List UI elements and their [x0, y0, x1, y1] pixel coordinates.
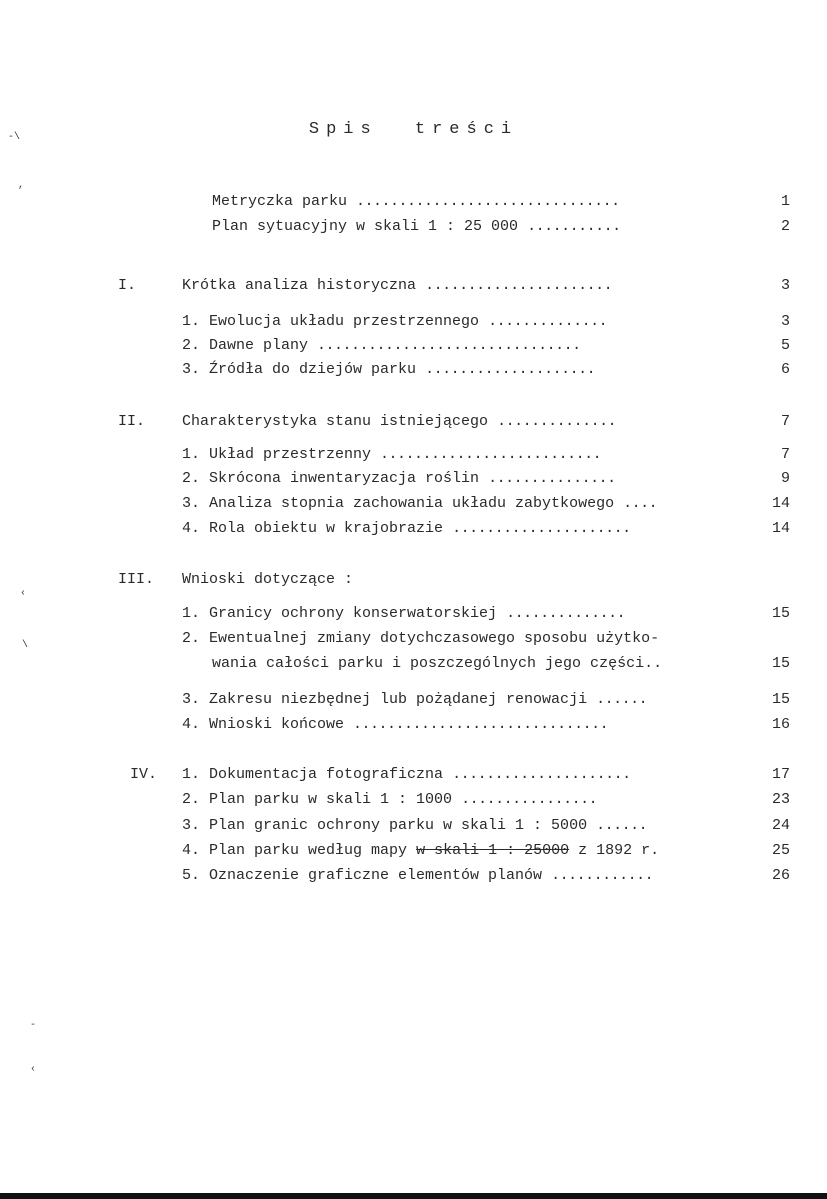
entry-text: 2. Skrócona inwentaryzacja roślin	[182, 470, 480, 487]
page-number: 7	[780, 446, 790, 463]
leader-dots: ...............................	[356, 193, 620, 210]
toc-entry	[212, 216, 621, 238]
entry-text: 4. Wnioski końcowe	[182, 716, 345, 733]
page-number: 1	[780, 193, 790, 210]
page-number: 7	[780, 413, 790, 430]
entry-text: 3. Plan granic ochrony parku w skali 1 : 5000	[182, 817, 588, 834]
leader-dots: ......	[596, 691, 648, 708]
section-heading	[182, 411, 616, 433]
page-number: 2	[780, 218, 790, 235]
page-number: 3	[780, 313, 790, 330]
toc-entry	[212, 191, 620, 213]
section-numeral: IV.	[130, 766, 158, 783]
toc-entry	[182, 628, 659, 650]
leader-dots: ..........................	[380, 446, 602, 463]
page-number: 9	[780, 470, 790, 487]
entry-text: 3. Analiza stopnia zachowania układu zabytkowego	[182, 495, 615, 512]
toc-entry	[182, 359, 595, 381]
page-number: 15	[771, 655, 790, 672]
toc-entry	[182, 335, 581, 357]
section-heading	[182, 275, 612, 297]
leader-dots: .....................	[452, 520, 631, 537]
page-number: 16	[771, 716, 790, 733]
margin-mark: ‹	[30, 1064, 37, 1075]
entry-text: z 1892 r.	[578, 842, 660, 859]
margin-mark: -	[30, 1020, 37, 1031]
page-number: 15	[771, 605, 790, 622]
leader-dots: ................	[461, 791, 598, 808]
toc-entry	[182, 789, 597, 811]
entry-text: 2. Ewentualnej zmiany dotychczasowego sposobu użytko-	[182, 630, 660, 647]
page-number: 26	[771, 867, 790, 884]
page-number: 23	[771, 791, 790, 808]
page-number: 17	[771, 766, 790, 783]
leader-dots: ...............	[488, 470, 616, 487]
leader-dots: ......	[596, 817, 648, 834]
toc-entry	[182, 840, 659, 862]
page-number: 3	[780, 277, 790, 294]
toc-entry	[182, 603, 625, 625]
leader-dots: ..............	[497, 413, 617, 430]
section-numeral: I.	[118, 277, 137, 294]
toc-entry	[182, 689, 647, 711]
toc-entry	[182, 865, 653, 887]
entry-text: 1. Układ przestrzenny	[182, 446, 372, 463]
toc-entry-continuation	[212, 653, 662, 675]
section-numeral: II.	[118, 413, 146, 430]
leader-dots: ..............	[488, 313, 608, 330]
entry-text: Plan sytuacyjny w skali 1 : 25 000	[212, 218, 519, 235]
margin-mark: \	[22, 640, 29, 651]
toc-entry	[182, 714, 608, 736]
leader-dots: ......................	[425, 277, 613, 294]
section-title: Krótka analiza historyczna	[182, 277, 417, 294]
leader-dots: ...........	[527, 218, 621, 235]
margin-mark: ‹	[20, 588, 27, 599]
leader-dots: ...............................	[317, 337, 581, 354]
margin-mark: ,	[18, 180, 25, 191]
scan-bottom-edge	[0, 1193, 827, 1199]
toc-entry	[182, 764, 631, 786]
section-heading	[182, 569, 353, 591]
toc-entry	[182, 815, 647, 837]
entry-text: 1. Granicy ochrony konserwatorskiej	[182, 605, 498, 622]
page-number: 15	[771, 691, 790, 708]
leader-dots: .....................	[452, 766, 631, 783]
entry-text: Metryczka parku	[212, 193, 348, 210]
leader-dots: ..............	[506, 605, 626, 622]
leader-dots: ............	[551, 867, 654, 884]
page-number: 25	[771, 842, 790, 859]
section-title: Charakterystyka stanu istniejącego	[182, 413, 489, 430]
toc-entry	[182, 444, 601, 466]
entry-text: 1. Ewolucja układu przestrzennego	[182, 313, 480, 330]
toc-entry	[182, 493, 657, 515]
struck-text: w skali 1 : 25000	[416, 842, 570, 859]
page-number: 5	[780, 337, 790, 354]
entry-text: 2. Dawne plany	[182, 337, 309, 354]
leader-dots: ....	[623, 495, 658, 512]
entry-text: 4. Plan parku według mapy	[182, 842, 408, 859]
page-number: 14	[771, 520, 790, 537]
entry-text: 5. Oznaczenie graficzne elementów planów	[182, 867, 543, 884]
leader-dots: ..............................	[353, 716, 609, 733]
section-title: Wnioski dotyczące :	[182, 571, 354, 588]
leader-dots: ....................	[425, 361, 596, 378]
entry-text: 2. Plan parku w skali 1 : 1000	[182, 791, 453, 808]
entry-text: 3. Źródła do dziejów parku	[182, 361, 417, 378]
page-title: Spis treści	[308, 120, 519, 139]
entry-text: 4. Rola obiektu w krajobrazie	[182, 520, 444, 537]
toc-entry	[182, 518, 631, 540]
entry-text: 3. Zakresu niezbędnej lub pożądanej renowacji	[182, 691, 588, 708]
entry-text: 1. Dokumentacja fotograficzna	[182, 766, 444, 783]
toc-entry	[182, 311, 607, 333]
entry-text: wania całości parku i poszczególnych jego części..	[212, 655, 663, 672]
section-numeral: III.	[118, 571, 155, 588]
page-number: 6	[780, 361, 790, 378]
page-number: 14	[771, 495, 790, 512]
margin-mark: -\	[8, 132, 21, 143]
toc-entry	[182, 468, 616, 490]
page-number: 24	[771, 817, 790, 834]
